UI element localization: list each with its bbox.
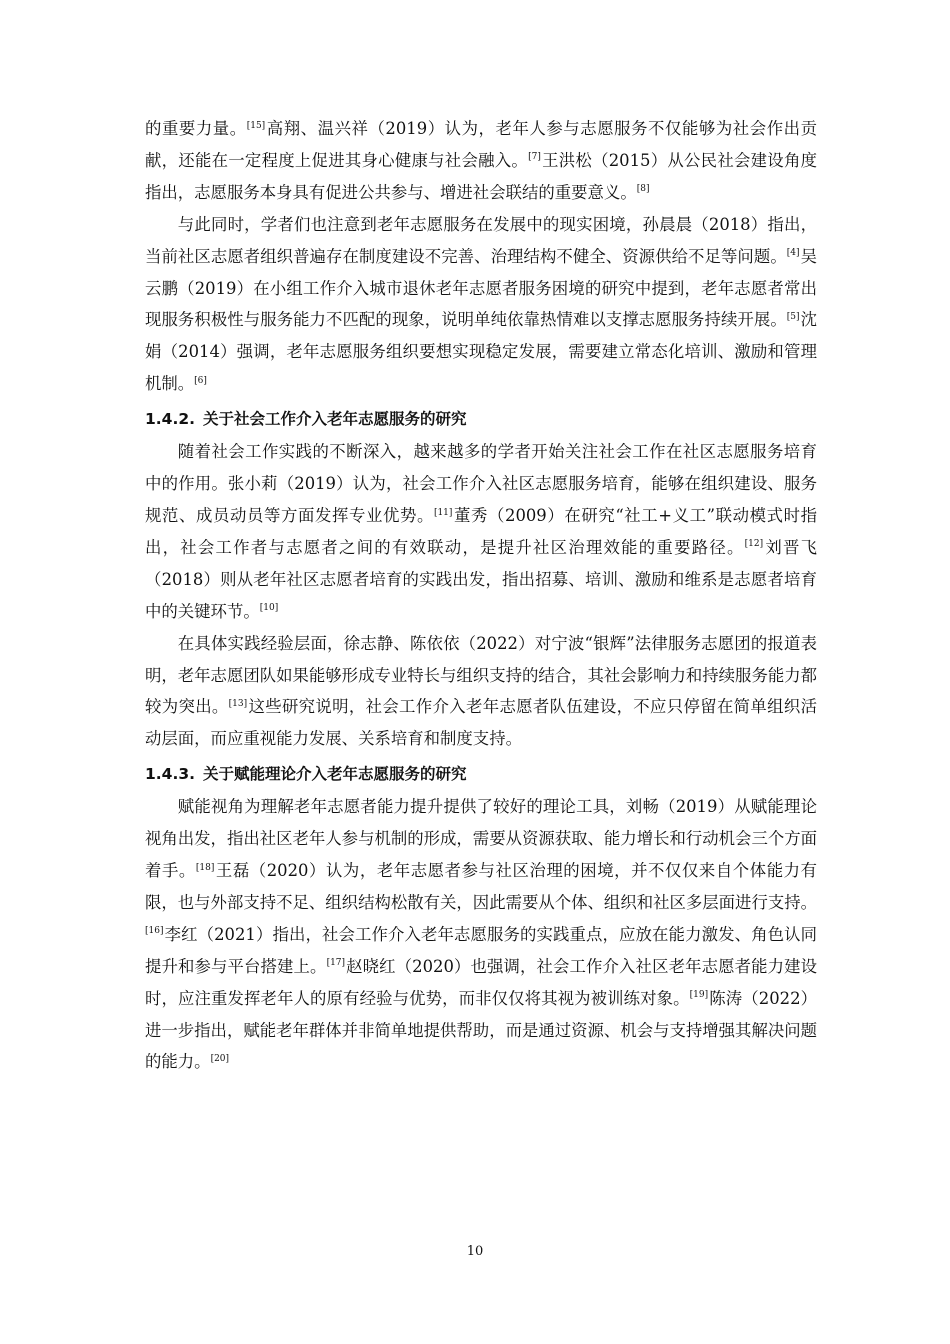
- citation-ref: [11]: [433, 507, 453, 518]
- text-run: 陈涛（2022）进一步指出，赋能老年群体并非简单地提供帮助，而是通过资源、机会与支持增强其解决问题的能力。: [145, 988, 818, 1072]
- document-body: [145, 113, 817, 1078]
- paragraph-1-4-1-tail: [145, 113, 817, 209]
- section-heading-1-4-2: [145, 400, 817, 436]
- citation-ref: [20]: [210, 1054, 230, 1064]
- section-heading-1-4-3: [145, 755, 817, 791]
- paragraph-1-4-2-a: [145, 436, 817, 627]
- text-run: 沈娟（2014）强调，老年志愿服务组织要想实现稳定发展，需要建立常态化培训、激励和管理机制。: [145, 310, 818, 394]
- text-run: 王洪松（2015）从公民社会建设角度指出，志愿服务本身具有促进公共参与、增进社会联结的重要意义。: [145, 150, 818, 202]
- text-run: 高翔、温兴祥（2019）认为，老年人参与志愿服务不仅能够为社会作出贡献，还能在一定程度上促进其身心健康与社会融入。: [145, 119, 818, 170]
- text-run: 这些研究说明，社会工作介入老年志愿者队伍建设，不应只停留在简单组织活动层面，而应重视能力发展、关系培育和制度支持。: [145, 697, 817, 749]
- citation-ref: [8]: [636, 184, 650, 195]
- text-run: 赋能视角为理解老年志愿者能力提升提供了较好的理论工具，刘畅（2019）从赋能理论视角出发，指出社区老年人参与机制的形成，需要从资源获取、能力增长和行动机会三个方面着手。: [145, 797, 818, 881]
- page-number: 10: [466, 1244, 484, 1259]
- citation-ref: [7]: [528, 152, 541, 163]
- citation-ref: [5]: [786, 311, 800, 322]
- text-run: 董秀（2009）在研究“社工+义工”联动模式时指出，社会工作者与志愿者之间的有效联动，是提升社区治理效能的重要路径。: [145, 505, 817, 557]
- text-run: 与此同时，学者们也注意到老年志愿服务在发展中的现实困境，孙晨晨（2018）指出，当前社区志愿者组织普遍存在制度建设不完善、治理结构不健全、资源供给不足等问题。: [145, 214, 817, 266]
- citation-ref: [10]: [259, 603, 279, 614]
- citation-ref: [12]: [744, 539, 764, 550]
- paragraph-1-4-3-a: [145, 791, 817, 1078]
- citation-ref: [6]: [194, 375, 207, 386]
- citation-ref: [19]: [689, 990, 709, 1001]
- section-title: 关于社会工作介入老年志愿服务的研究: [203, 410, 467, 429]
- text-run: 王磊（2020）认为，老年志愿者参与社区治理的困境，并不仅仅来自个体能力有限，也与外部支持不足、组织结构松散有关，因此需要从个体、组织和社区多层面进行支持。: [145, 861, 818, 912]
- text-run: 赵晓红（2020）也强调，社会工作介入社区老年志愿者能力建设时，应注重发挥老年人的原有经验与优势，而非仅仅将其视为被训练对象。: [145, 956, 818, 1008]
- text-run: 李红（2021）指出，社会工作介入老年志愿服务的实践重点，应放在能力激发、角色认同提升和参与平台搭建上。: [145, 924, 817, 976]
- citation-ref: [16]: [145, 926, 164, 937]
- text-run: 刘晋飞（2018）则从老年社区志愿者培育的实践出发，指出招募、培训、激励和维系是志愿者培育中的关键环节。: [145, 537, 818, 621]
- paragraph-1-4-2-b: [145, 628, 817, 756]
- citation-ref: [4]: [786, 248, 800, 259]
- citation-ref: [18]: [195, 862, 215, 873]
- text-run: 随着社会工作实践的不断深入，越来越多的学者开始关注社会工作在社区志愿服务培育中的作用。张小莉（2019）认为，社会工作介入社区志愿服务培育，能够在组织建设、服务规范、成员动员等方面发挥专业优势。: [145, 442, 817, 525]
- text-run: 在具体实践经验层面，徐志静、陈依依（2022）对宁波“银辉”法律服务志愿团的报道表明，老年志愿团队如果能够形成专业特长与组织支持的结合，其社会影响力和持续服务能力都较为突出。: [145, 633, 818, 717]
- section-number: 1.4.2.: [145, 410, 196, 429]
- text-run: 吴云鹏（2019）在小组工作介入城市退休老年志愿者服务困境的研究中提到，老年志愿者常出现服务积极性与服务能力不匹配的现象，说明单纯依靠热情难以支撑志愿服务持续开展。: [145, 246, 818, 330]
- text-run: 的重要力量。: [145, 119, 247, 138]
- citation-ref: [15]: [246, 120, 266, 131]
- section-number: 1.4.3.: [145, 765, 196, 784]
- citation-ref: [17]: [326, 958, 346, 969]
- citation-ref: [13]: [228, 698, 248, 709]
- paragraph-1-4-1-difficulties: [145, 209, 817, 400]
- section-title: 关于赋能理论介入老年志愿服务的研究: [203, 765, 467, 784]
